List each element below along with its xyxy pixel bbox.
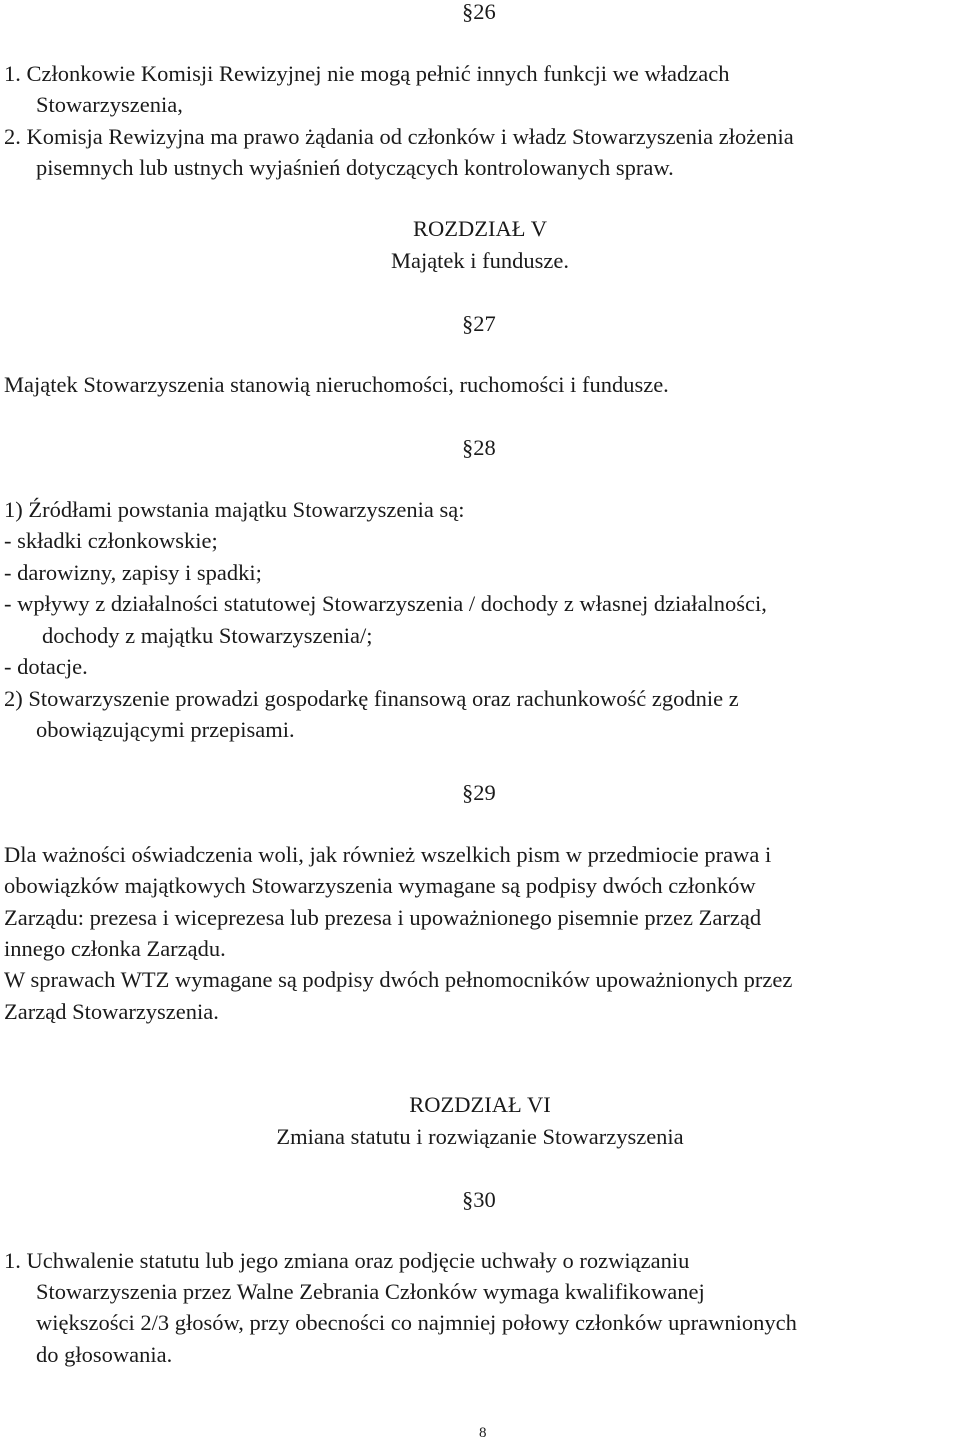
paragraph-26-1-line1: 1. Członkowie Komisji Rewizyjnej nie mogą pełnić innych funkcji we władzach	[4, 61, 730, 86]
chapter-6-title: ROZDZIAŁ VI	[409, 1092, 551, 1117]
section-30-heading: §30	[462, 1187, 496, 1212]
chapter-5-title: ROZDZIAŁ V	[413, 216, 547, 241]
paragraph-29-line4: innego członka Zarządu.	[4, 936, 226, 961]
paragraph-30-line3: większości 2/3 głosów, przy obecności co najmniej połowy członków uprawnionych	[36, 1310, 797, 1335]
paragraph-27: Majątek Stowarzyszenia stanowią nieruchomości, ruchomości i fundusze.	[4, 372, 669, 397]
paragraph-28-line7: 2) Stowarzyszenie prowadzi gospodarkę finansową oraz rachunkowość zgodnie z	[4, 686, 739, 711]
paragraph-26-2-line2: pisemnych lub ustnych wyjaśnień dotyczących kontrolowanych spraw.	[36, 155, 674, 180]
paragraph-28-line6: - dotacje.	[4, 654, 88, 679]
chapter-6-subtitle: Zmiana statutu i rozwiązanie Stowarzyszenia	[276, 1124, 684, 1149]
paragraph-28-line4: - wpływy z działalności statutowej Stowarzyszenia / dochody z własnej działalności,	[4, 591, 767, 616]
paragraph-30-line1: 1. Uchwalenie statutu lub jego zmiana oraz podjęcie uchwały o rozwiązaniu	[4, 1248, 690, 1273]
paragraph-29-line5: W sprawach WTZ wymagane są podpisy dwóch pełnomocników upoważnionych przez	[4, 967, 793, 992]
paragraph-28-line5: dochody z majątku Stowarzyszenia/;	[42, 623, 373, 648]
section-27-heading: §27	[462, 311, 496, 336]
section-28-heading: §28	[462, 435, 496, 460]
paragraph-28-line1: 1) Źródłami powstania majątku Stowarzyszenia są:	[4, 497, 465, 522]
paragraph-29-line6: Zarząd Stowarzyszenia.	[4, 999, 219, 1024]
paragraph-30-line2: Stowarzyszenia przez Walne Zebrania Członków wymaga kwalifikowanej	[36, 1279, 705, 1304]
chapter-5-subtitle: Majątek i fundusze.	[390, 248, 570, 273]
paragraph-26-1-line2: Stowarzyszenia,	[36, 92, 183, 117]
paragraph-28-line2: - składki członkowskie;	[4, 528, 218, 553]
paragraph-28-line3: - darowizny, zapisy i spadki;	[4, 560, 262, 585]
paragraph-29-line3: Zarządu: prezesa i wiceprezesa lub prezesa i upoważnionego pisemnie przez Zarząd	[4, 905, 762, 930]
paragraph-28-line8: obowiązującymi przepisami.	[36, 717, 295, 742]
section-29-heading: §29	[462, 780, 496, 805]
paragraph-26-2-line1: 2. Komisja Rewizyjna ma prawo żądania od członków i władz Stowarzyszenia złożenia	[4, 124, 794, 149]
section-26-heading: §26	[462, 0, 496, 24]
paragraph-30-line4: do głosowania.	[36, 1342, 173, 1367]
paragraph-29-line1: Dla ważności oświadczenia woli, jak również wszelkich pism w przedmiocie prawa i	[4, 842, 772, 867]
page-number: 8	[479, 1425, 487, 1441]
paragraph-29-line2: obowiązków majątkowych Stowarzyszenia wymagane są podpisy dwóch członków	[4, 873, 756, 898]
